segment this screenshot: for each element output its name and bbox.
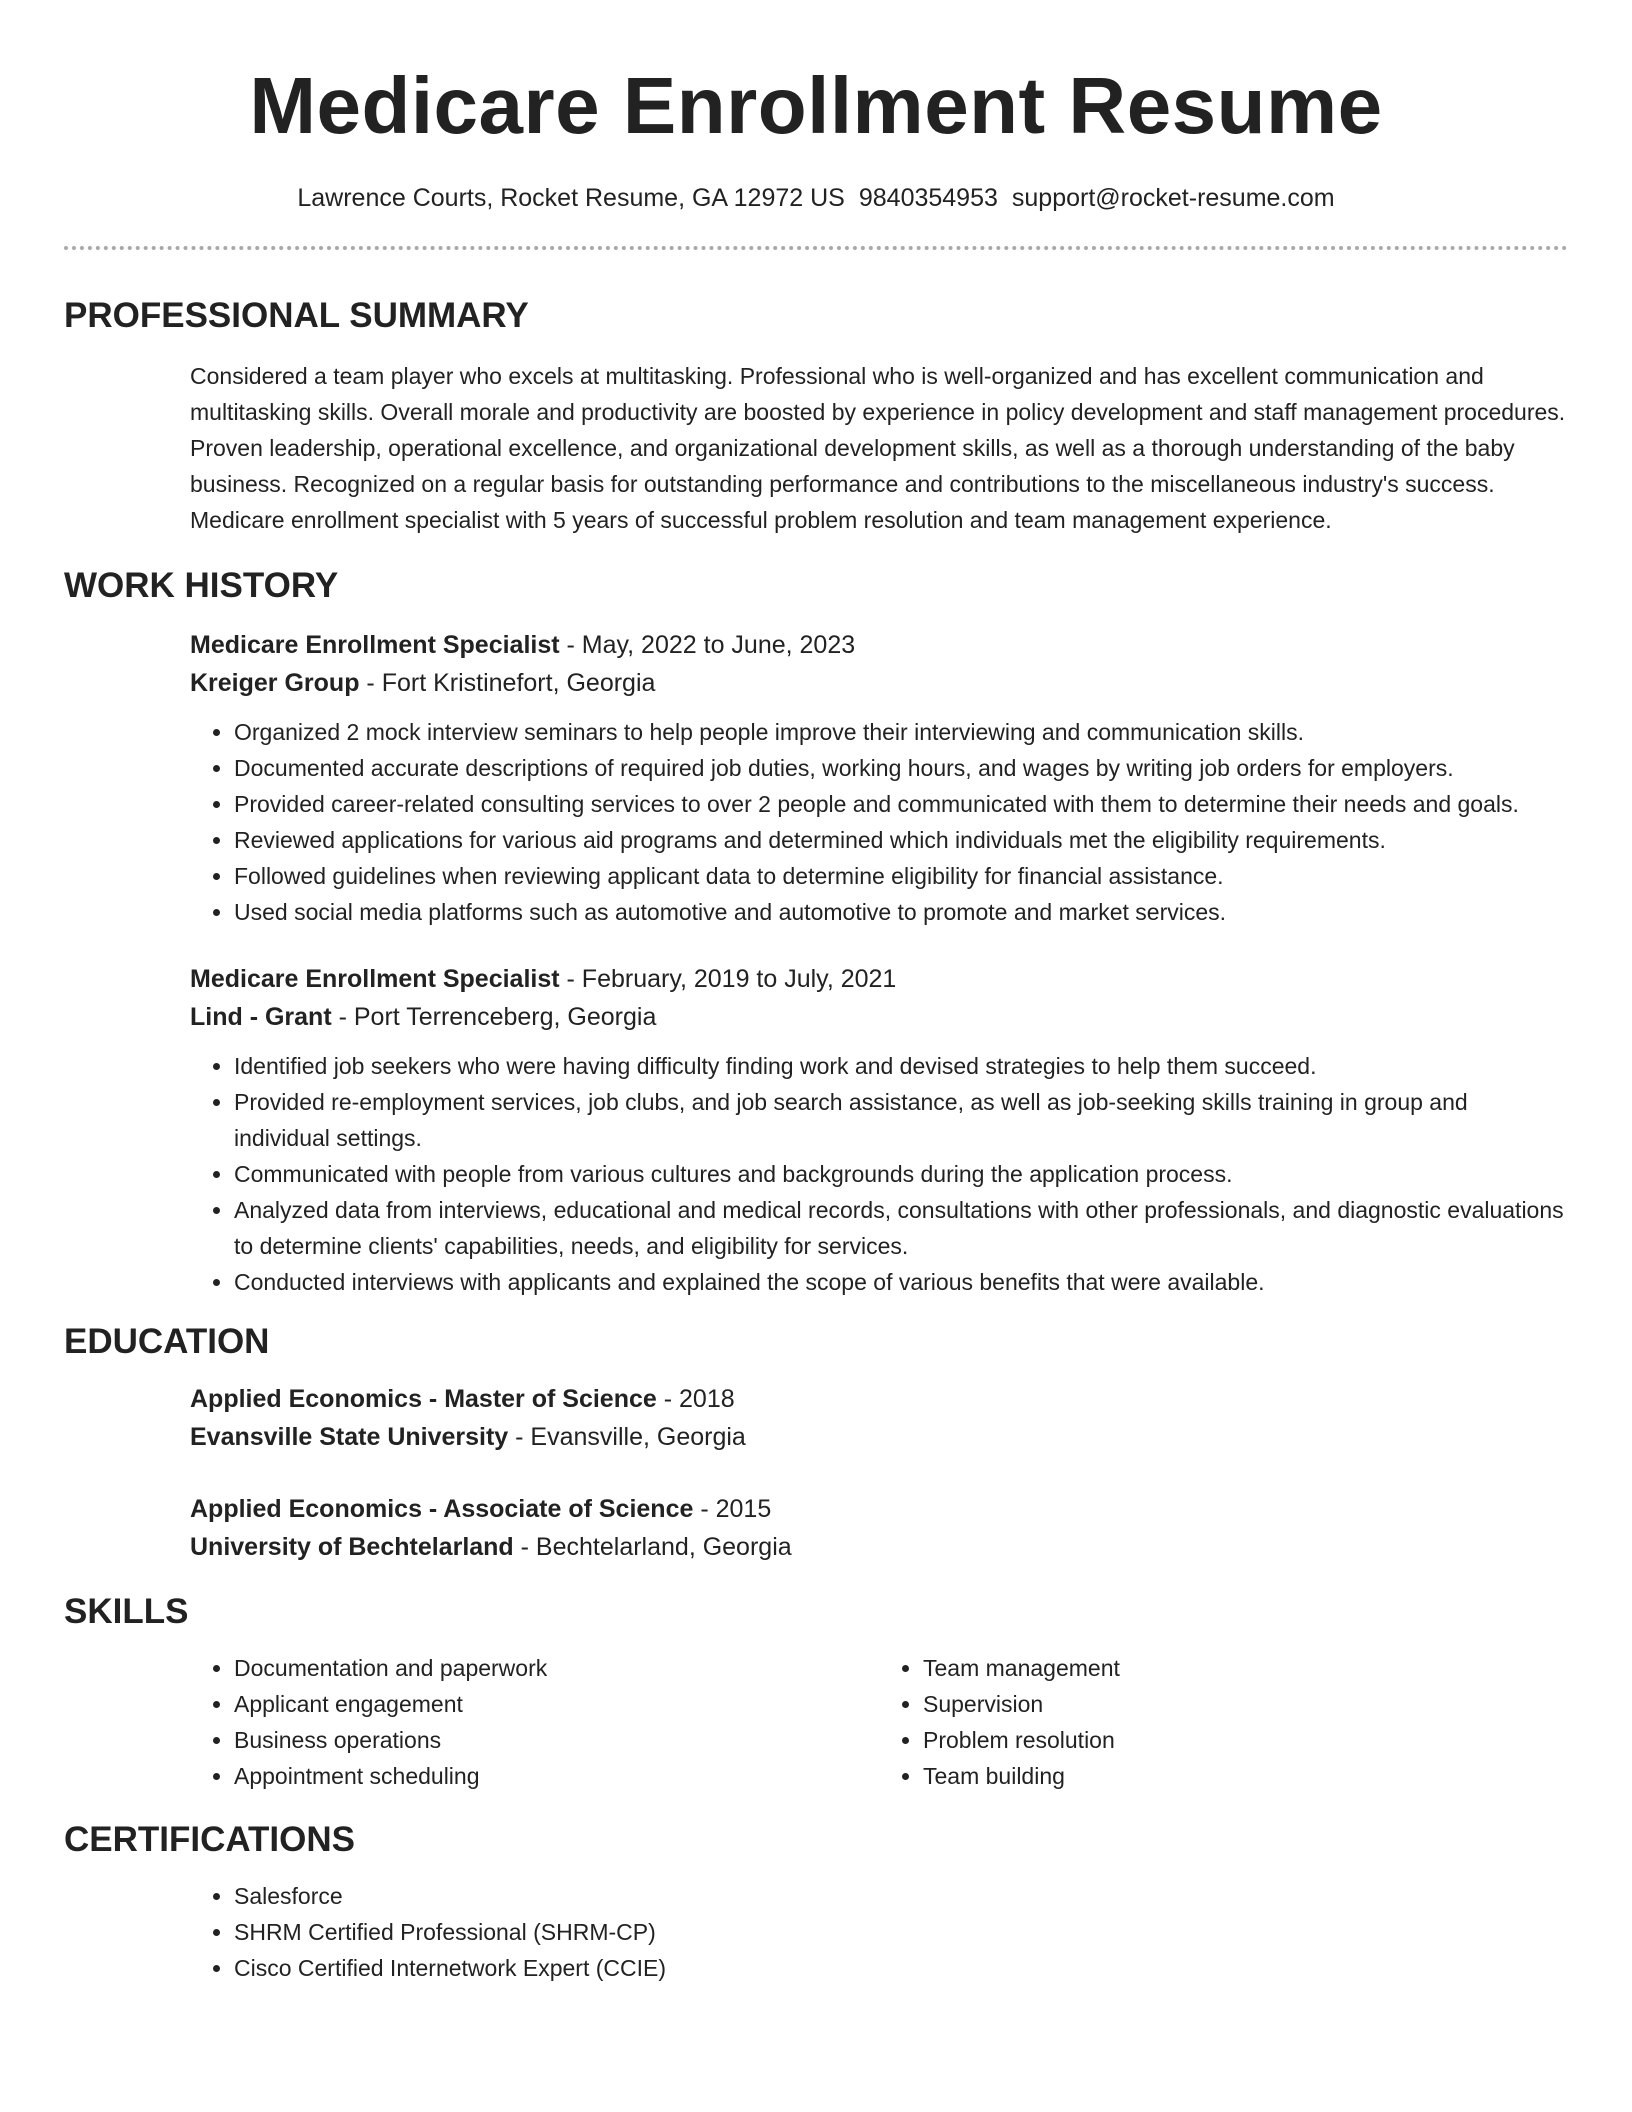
job-entry — [190, 626, 1568, 930]
list-item: • Organized 2 mock interview seminars to help people improve their interviewing and communication skills. — [234, 714, 1568, 750]
job-company-line — [190, 998, 1568, 1036]
skill-item: • Applicant engagement — [234, 1686, 879, 1722]
resume-title: Medicare Enrollment Resume — [249, 61, 1383, 150]
resume-page — [64, 0, 1568, 1986]
skill-item: • Appointment scheduling — [234, 1758, 879, 1794]
list-item: • Documented accurate descriptions of required job duties, working hours, and wages by writing job orders for employers. — [234, 750, 1568, 786]
skill-item: • Documentation and paperwork — [234, 1650, 879, 1686]
job-entry — [190, 960, 1568, 1300]
job-dates: - May, 2022 to June, 2023 — [559, 631, 856, 659]
certifications-heading: CERTIFICATIONS — [64, 1820, 356, 1859]
work-history-heading: WORK HISTORY — [64, 566, 339, 605]
phone: 9840354953 — [858, 184, 998, 212]
skill-item: • Team building — [923, 1758, 1568, 1794]
list-item: • Provided re-employment services, job clubs, and job search assistance, as well as job-seeking skills training in group and individual settings. — [234, 1084, 1568, 1156]
graduation-year: - 2015 — [693, 1495, 772, 1523]
degree-line — [190, 1380, 1568, 1418]
header-divider — [64, 246, 1568, 250]
skill-item: • Business operations — [234, 1722, 879, 1758]
school: Evansville State University — [190, 1423, 509, 1451]
list-item: • Communicated with people from various cultures and backgrounds during the application process. — [234, 1156, 1568, 1192]
certification-item: • Cisco Certified Internetwork Expert (CCIE) — [234, 1950, 1568, 1986]
skills-left-column — [190, 1650, 879, 1794]
degree-line — [190, 1490, 1568, 1528]
skills-heading: SKILLS — [64, 1592, 189, 1631]
list-item: • Followed guidelines when reviewing applicant data to determine eligibility for financial assistance. — [234, 858, 1568, 894]
list-item: • Provided career-related consulting services to over 2 people and communicated with them to determine their needs and goals. — [234, 786, 1568, 822]
list-item: • Conducted interviews with applicants and explained the scope of various benefits that were available. — [234, 1264, 1568, 1300]
job-location: - Fort Kristinefort, Georgia — [359, 669, 656, 697]
contact-line — [64, 182, 1568, 214]
job-bullets — [190, 714, 1568, 930]
job-title-line — [190, 960, 1568, 998]
job-company: Kreiger Group — [190, 669, 360, 697]
job-company: Lind - Grant — [190, 1003, 332, 1031]
school: University of Bechtelarland — [190, 1533, 514, 1561]
certifications-list — [190, 1878, 1568, 1986]
job-location: - Port Terrenceberg, Georgia — [331, 1003, 657, 1031]
school-location: - Evansville, Georgia — [508, 1423, 746, 1451]
school-line — [190, 1528, 1568, 1566]
summary-text: Considered a team player who excels at multitasking. Professional who is well-organized and has excellent communication and multitasking skills. Overall morale and productivity are boosted by experience in policy development and staff management procedures. Proven leadership, operational excellence, and organizational development skills, as well as a thorough understanding of the baby business. Recognized on a regular basis for outstanding performance and contributions to the miscellaneous industry's success. Medicare enrollment specialist with 5 years of successful problem resolution and team management experience. — [190, 363, 1566, 533]
skill-item: • Problem resolution — [923, 1722, 1568, 1758]
school-line — [190, 1418, 1568, 1456]
skills-right-column — [879, 1650, 1568, 1794]
job-role: Medicare Enrollment Specialist — [190, 965, 560, 993]
list-item: • Used social media platforms such as automotive and automotive to promote and market services. — [234, 894, 1568, 930]
job-dates: - February, 2019 to July, 2021 — [559, 965, 897, 993]
list-item: • Identified job seekers who were having difficulty finding work and devised strategies to help them succeed. — [234, 1048, 1568, 1084]
list-item: • Reviewed applications for various aid programs and determined which individuals met the eligibility requirements. — [234, 822, 1568, 858]
graduation-year: - 2018 — [656, 1385, 735, 1413]
skills-grid — [190, 1634, 1568, 1794]
summary-heading: PROFESSIONAL SUMMARY — [64, 296, 529, 335]
degree: Applied Economics - Master of Science — [190, 1385, 657, 1413]
skill-item: • Team management — [923, 1650, 1568, 1686]
job-company-line — [190, 664, 1568, 702]
list-item: • Analyzed data from interviews, educational and medical records, consultations with other professionals, and diagnostic evaluations to determine clients' capabilities, needs, and eligibility for services. — [234, 1192, 1568, 1264]
email-link[interactable]: support@rocket-resume.com — [1011, 184, 1335, 212]
education-entry — [190, 1490, 1568, 1566]
education-heading: EDUCATION — [64, 1322, 270, 1361]
certification-item: • SHRM Certified Professional (SHRM-CP) — [234, 1914, 1568, 1950]
certification-item: • Salesforce — [234, 1878, 1568, 1914]
job-role: Medicare Enrollment Specialist — [190, 631, 560, 659]
skill-item: • Supervision — [923, 1686, 1568, 1722]
education-entry — [190, 1380, 1568, 1456]
degree: Applied Economics - Associate of Science — [190, 1495, 694, 1523]
job-bullets — [190, 1048, 1568, 1300]
address: Lawrence Courts, Rocket Resume, GA 12972 US — [297, 184, 845, 212]
school-location: - Bechtelarland, Georgia — [513, 1533, 792, 1561]
certifications-block — [190, 1878, 1568, 1986]
job-title-line — [190, 626, 1568, 664]
